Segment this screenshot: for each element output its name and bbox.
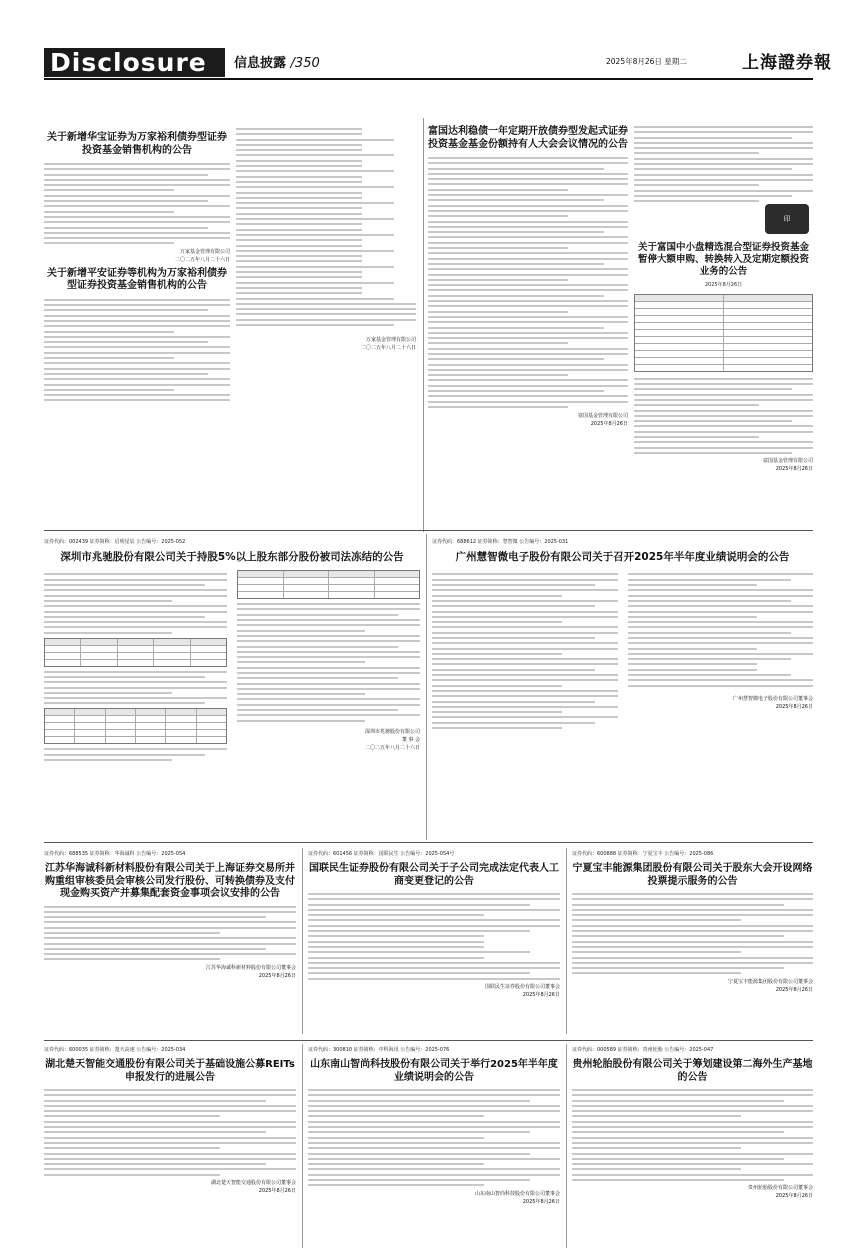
article-body <box>44 1089 296 1176</box>
article-title: 富国达利稳债一年定期开放债券型发起式证券投资基金基金份额持有人大会会议情况的公告 <box>428 126 628 150</box>
article-a1-a2-continued <box>236 120 416 528</box>
column-divider <box>426 534 427 840</box>
signature: 广州慧智微电子股份有限公司董事会 2025年8月26日 <box>732 695 813 710</box>
header-rule <box>44 78 813 80</box>
article-code: 证券代码：600035 证券简称：楚天高速 公告编号：2025-034 <box>44 1047 186 1053</box>
article-a1 <box>44 120 230 528</box>
article-body <box>634 126 813 202</box>
signature: 万家基金管理有限公司 二〇二五年八月二十六日 <box>174 248 230 263</box>
seal-stamp-icon: 印 <box>765 204 809 234</box>
issue-date: 2025年8月26日 星期二 <box>606 57 687 66</box>
article-a3 <box>428 120 628 528</box>
data-table <box>237 570 420 599</box>
article-body <box>428 157 628 408</box>
article-title: 宁夏宝丰能源集团股份有限公司关于股东大会开设网络投票提示服务的公告 <box>572 863 813 887</box>
row-rule <box>44 1040 813 1041</box>
article-code: 证券代码：688535 证券简称：华海诚科 公告编号：2025-054 <box>44 851 186 857</box>
article-code: 证券代码：000589 证券简称：贵州轮胎 公告编号：2025-047 <box>572 1047 714 1053</box>
signature: 湖北楚天智能交通股份有限公司董事会 2025年8月26日 <box>210 1180 296 1195</box>
article-title: 关于新增华宝证券为万家裕利债券型证券投资基金销售机构的公告 <box>47 132 227 156</box>
column-divider <box>302 848 303 1034</box>
article-title: 广州慧智微电子股份有限公司关于召开2025年半年度业绩说明会的公告 <box>455 551 790 563</box>
signature: 富国基金管理有限公司 2025年8月26日 <box>577 412 628 427</box>
signature: 国联民生证券股份有限公司董事会 2025年8月26日 <box>484 984 560 999</box>
article-a11 <box>308 1046 560 1246</box>
article-a9 <box>572 850 813 1036</box>
signature: 万家基金管理有限公司 二〇二五年八月二十六日 <box>360 336 416 351</box>
article-body <box>628 573 814 686</box>
article-title: 湖北楚天智能交通股份有限公司关于基础设施公募REITs申报发行的进展公告 <box>45 1059 295 1083</box>
article-a12 <box>572 1046 813 1246</box>
article-body <box>44 906 296 961</box>
article-title: 深圳市兆驰股份有限公司关于持股5%以上股东部分股份被司法冻结的公告 <box>60 551 404 563</box>
article-code: 证券代码：600888 证券简称：宁夏宝丰 公告编号：2025-086 <box>572 851 714 857</box>
article-body <box>308 893 560 980</box>
newspaper-logo: 上海證券報 <box>742 53 832 73</box>
article-body <box>44 573 227 633</box>
column-divider <box>302 1044 303 1248</box>
article-a10 <box>44 1046 296 1246</box>
column-divider <box>423 118 424 532</box>
data-table <box>634 294 813 372</box>
article-title: 江苏华海诚科新材料股份有限公司关于上海证券交易所并购重组审核委员会审核公司发行股份、可转换债券及支付现金购买资产并募集配套资金事项会议安排的公告 <box>45 863 295 899</box>
row-rule <box>44 530 813 531</box>
article-body <box>572 893 813 974</box>
article-title: 贵州轮胎股份有限公司关于筹划建设第二海外生产基地的公告 <box>572 1059 813 1083</box>
page-header <box>0 0 857 112</box>
signature: 江苏华海诚科新材料股份有限公司董事会 2025年8月26日 <box>205 964 296 979</box>
article-code: 证券代码：002439 证券简称：启明星辰 公告编号：2025-052 <box>44 539 186 545</box>
section-title: 信息披露 /350 <box>234 56 320 71</box>
article-body <box>236 128 416 326</box>
article-body <box>572 1089 813 1181</box>
article-body <box>44 299 230 402</box>
data-table <box>44 708 227 744</box>
article-a6 <box>432 538 813 838</box>
row-rule <box>44 842 813 843</box>
article-title: 国联民生证券股份有限公司关于子公司完成法定代表人工商变更登记的公告 <box>309 863 559 887</box>
data-table <box>44 638 227 667</box>
article-title: 山东南山智尚科技股份有限公司关于举行2025年半年度业绩说明会的公告 <box>310 1059 558 1083</box>
article-a8 <box>308 850 560 1036</box>
article-body <box>237 603 420 722</box>
column-divider <box>566 1044 567 1248</box>
article-date: 2025年8月26日 <box>704 281 743 288</box>
article-body <box>634 378 813 454</box>
article-title: 关于新增平安证券等机构为万家裕利债券型证券投资基金销售机构的公告 <box>47 267 227 292</box>
article-code: 证券代码：300810 证券简称：中科海讯 公告编号：2025-076 <box>308 1047 450 1053</box>
article-body <box>44 748 227 761</box>
signature: 山东南山智尚科技股份有限公司董事会 2025年8月26日 <box>474 1190 560 1205</box>
signature: 贵州轮胎股份有限公司董事会 2025年8月26日 <box>747 1185 813 1200</box>
article-title: 关于富国中小盘精选混合型证券投资基金暂停大额申购、转换转入及定期定额投资业务的公告 <box>637 242 809 277</box>
article-body <box>432 570 618 732</box>
article-a4 <box>634 120 813 528</box>
article-body <box>308 1089 560 1186</box>
article-a7 <box>44 850 296 1036</box>
signature: 深圳市兆驰股份有限公司 董 事 会 二〇二五年八月二十六日 <box>364 728 420 751</box>
article-body <box>44 671 227 705</box>
article-a5 <box>44 538 420 838</box>
article-code: 证券代码：601456 证券简称：国联民生 公告编号：2025-054号 <box>308 851 455 857</box>
article-code: 证券代码：688612 证券简称：慧智微 公告编号：2025-031 <box>432 539 569 545</box>
signature: 富国基金管理有限公司 2025年8月26日 <box>762 458 813 473</box>
signature: 宁夏宝丰能源集团股份有限公司董事会 2025年8月26日 <box>727 978 813 993</box>
article-body <box>44 163 230 244</box>
column-divider <box>566 848 567 1034</box>
brand-banner: Disclosure <box>44 48 225 77</box>
